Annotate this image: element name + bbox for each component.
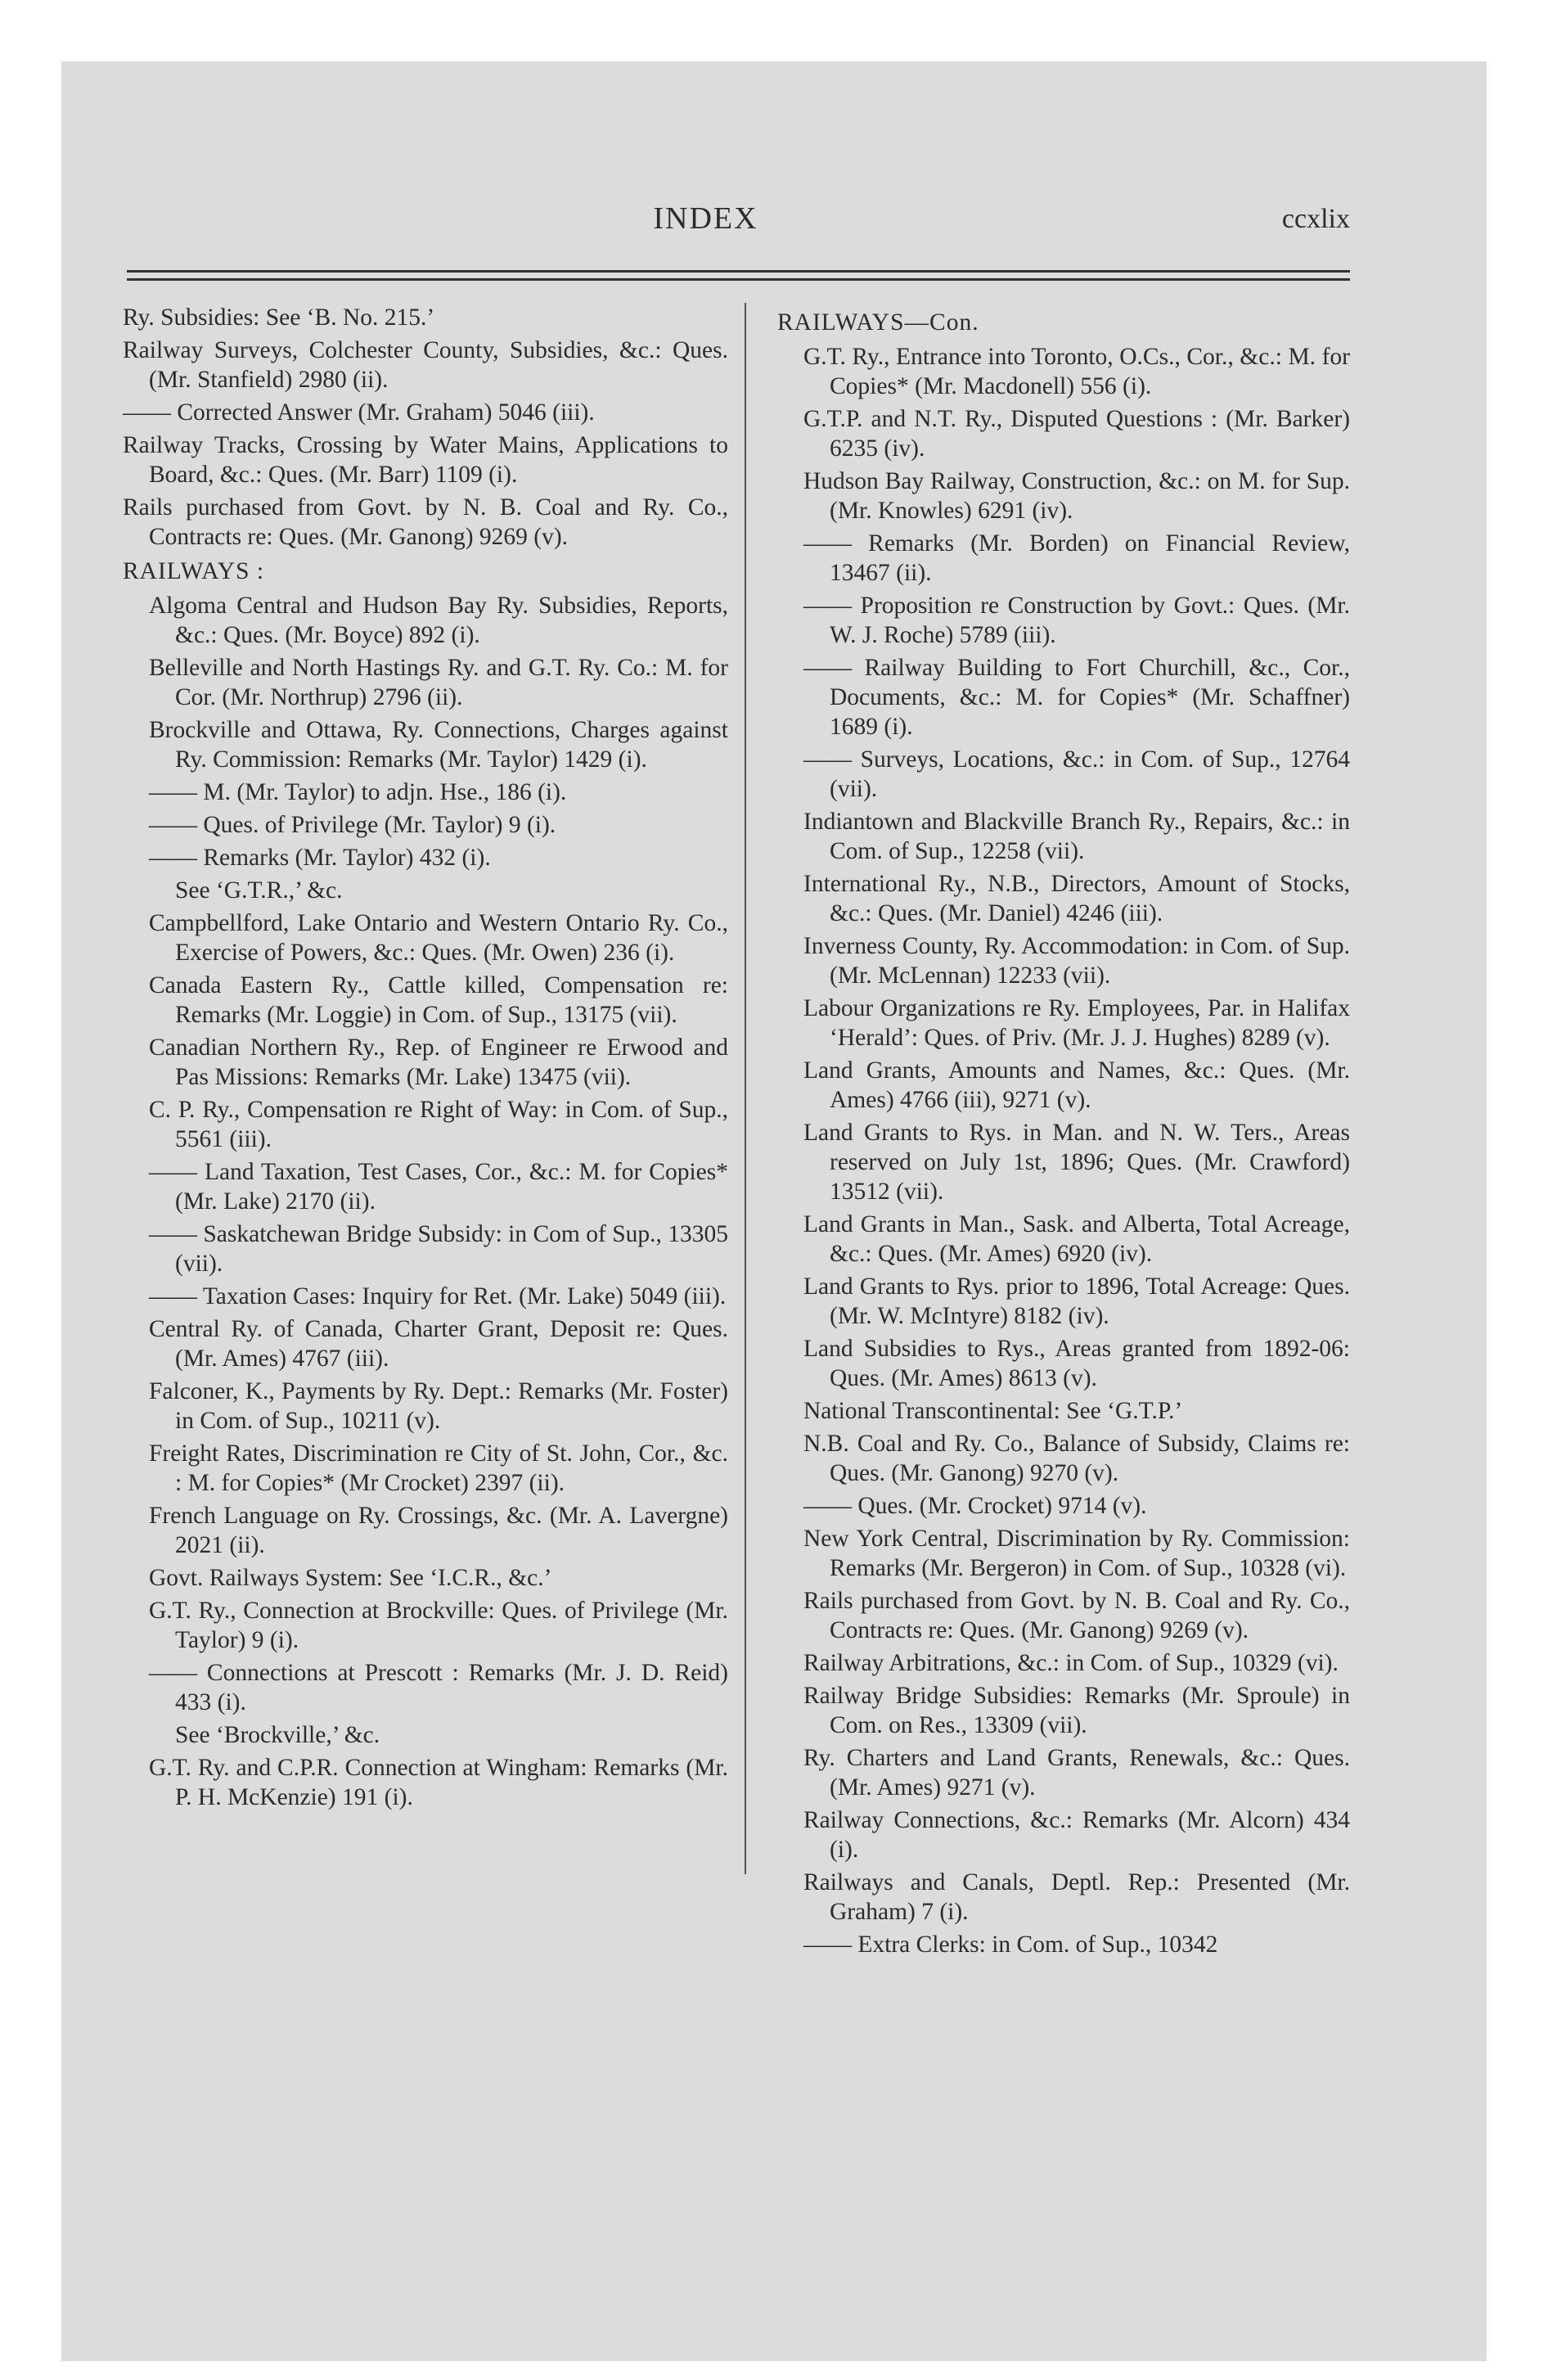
index-entry: Canada Eastern Ry., Cattle killed, Compensation re: Remarks (Mr. Loggie) in Com. of Sup., 13175 (vii). [149,972,728,1028]
index-entry: N.B. Coal and Ry. Co., Balance of Subsidy, Claims re: Ques. (Mr. Ganong) 9270 (v). [803,1431,1350,1486]
index-entry: Railway Tracks, Crossing by Water Mains, Applications to Board, &c.: Ques. (Mr. Barr) 1109 (i). [123,432,728,488]
index-entry: Railway Arbitrations, &c.: in Com. of Sup., 10329 (vi). [803,1650,1339,1676]
index-entry: —— Proposition re Construction by Govt.: Ques. (Mr. W. J. Roche) 5789 (iii). [803,593,1350,648]
index-entry: G.T. Ry. and C.P.R. Connection at Wingham: Remarks (Mr. P. H. McKenzie) 191 (i). [149,1755,728,1810]
index-entry: New York Central, Discrimination by Ry. Commission: Remarks (Mr. Bergeron) in Com. of Sup., 10328 (vi). [803,1526,1350,1581]
index-entry: Indiantown and Blackville Branch Ry., Repairs, &c.: in Com. of Sup., 12258 (vii). [803,809,1350,864]
index-entry: Rails purchased from Govt. by N. B. Coal and Ry. Co., Contracts re: Ques. (Mr. Ganong) 9269 (v). [803,1588,1350,1643]
index-heading: RAILWAYS—Con. [777,309,979,336]
index-entry: —— Remarks (Mr. Borden) on Financial Review, 13467 (ii). [803,530,1350,586]
index-entry: Land Grants, Amounts and Names, &c.: Ques. (Mr. Ames) 4766 (iii), 9271 (v). [803,1057,1350,1113]
index-entry: National Transcontinental: See ‘G.T.P.’ [803,1398,1183,1424]
index-entry: See ‘G.T.R.,’ &c. [175,877,343,904]
index-entry: —— Saskatchewan Bridge Subsidy: in Com of Sup., 13305 (vii). [149,1221,728,1277]
index-entry: —— Connections at Prescott : Remarks (Mr. J. D. Reid) 433 (i). [149,1660,728,1715]
index-entry: —— Extra Clerks: in Com. of Sup., 10342 [803,1931,1218,1958]
index-entry: Labour Organizations re Ry. Employees, Par. in Halifax ‘Herald’: Ques. of Priv. (Mr. J. J. Hughes) 8289 (v). [803,995,1350,1051]
index-entry: Freight Rates, Discrimination re City of St. John, Cor., &c. : M. for Copies* (Mr Crocket) 2397 (ii). [149,1440,728,1496]
index-entry: Land Subsidies to Rys., Areas granted from 1892-06: Ques. (Mr. Ames) 8613 (v). [803,1336,1350,1391]
index-entry: Brockville and Ottawa, Ry. Connections, Charges against Ry. Commission: Remarks (Mr. Taylor) 1429 (i). [149,717,728,773]
index-entry: Govt. Railways System: See ‘I.C.R., &c.’ [149,1565,552,1591]
index-entry: —— Remarks (Mr. Taylor) 432 (i). [149,845,491,871]
index-entry: Railway Connections, &c.: Remarks (Mr. Alcorn) 434 (i). [803,1807,1350,1863]
index-entry: Land Grants to Rys. prior to 1896, Total Acreage: Ques. (Mr. W. McIntyre) 8182 (iv). [803,1273,1350,1329]
index-entry: Central Ry. of Canada, Charter Grant, Deposit re: Ques. (Mr. Ames) 4767 (iii). [149,1316,728,1372]
index-entry: Land Grants to Rys. in Man. and N. W. Ters., Areas reserved on July 1st, 1896; Ques. (Mr. Crawford) 13512 (vii). [803,1120,1350,1205]
index-entry: Ry. Charters and Land Grants, Renewals, &c.: Ques. (Mr. Ames) 9271 (v). [803,1745,1350,1801]
index-entry: Ry. Subsidies: See ‘B. No. 215.’ [123,304,435,331]
index-entry: —— Surveys, Locations, &c.: in Com. of Sup., 12764 (vii). [803,746,1350,802]
index-entry: Railway Bridge Subsidies: Remarks (Mr. Sproule) in Com. on Res., 13309 (vii). [803,1683,1350,1738]
index-entry: —— Ques. of Privilege (Mr. Taylor) 9 (i). [149,812,556,838]
index-entry: Belleville and North Hastings Ry. and G.T. Ry. Co.: M. for Cor. (Mr. Northrup) 2796 (ii). [149,655,728,710]
index-entry: G.T. Ry., Connection at Brockville: Ques. of Privilege (Mr. Taylor) 9 (i). [149,1598,728,1653]
page-header [61,201,1350,250]
index-entry: Inverness County, Ry. Accommodation: in Com. of Sup. (Mr. McLennan) 12233 (vii). [803,933,1350,989]
index-entry: Rails purchased from Govt. by N. B. Coal and Ry. Co., Contracts re: Ques. (Mr. Ganong) 9269 (v). [123,494,728,550]
index-entry: —— Land Taxation, Test Cases, Cor., &c.: M. for Copies* (Mr. Lake) 2170 (ii). [149,1159,728,1215]
index-entry: G.T.P. and N.T. Ry., Disputed Questions : (Mr. Barker) 6235 (iv). [803,406,1350,462]
index-entry: G.T. Ry., Entrance into Toronto, O.Cs., Cor., &c.: M. for Copies* (Mr. Macdonell) 556 (i). [803,344,1350,399]
left-index-column [123,303,728,1815]
right-index-column [777,303,1350,1963]
index-entry: Land Grants in Man., Sask. and Alberta, Total Acreage, &c.: Ques. (Mr. Ames) 6920 (iv). [803,1211,1350,1267]
index-entry: —— Taxation Cases: Inquiry for Ret. (Mr. Lake) 5049 (iii). [149,1283,727,1309]
page-title: INDEX [653,201,758,236]
index-entry: Algoma Central and Hudson Bay Ry. Subsidies, Reports, &c.: Ques. (Mr. Boyce) 892 (i). [149,593,728,648]
index-entry: Falconer, K., Payments by Ry. Dept.: Remarks (Mr. Foster) in Com. of Sup., 10211 (v). [149,1378,728,1434]
index-entry: Campbellford, Lake Ontario and Western Ontario Ry. Co., Exercise of Powers, &c.: Ques. (Mr. Owen) 236 (i). [149,910,728,966]
index-entry: —— M. (Mr. Taylor) to adjn. Hse., 186 (i). [149,779,567,805]
index-entry: Railway Surveys, Colchester County, Subsidies, &c.: Ques. (Mr. Stanfield) 2980 (ii). [123,337,728,393]
index-entry: See ‘Brockville,’ &c. [175,1722,380,1748]
index-heading: RAILWAYS : [123,558,265,584]
index-entry: French Language on Ry. Crossings, &c. (Mr. A. Lavergne) 2021 (ii). [149,1503,728,1558]
index-entry: —— Ques. (Mr. Crocket) 9714 (v). [803,1493,1147,1519]
page-number: ccxlix [1281,204,1350,234]
index-entry: C. P. Ry., Compensation re Right of Way: in Com. of Sup., 5561 (iii). [149,1097,728,1152]
header-rule [127,270,1350,286]
index-entry: Railways and Canals, Deptl. Rep.: Presented (Mr. Graham) 7 (i). [803,1869,1350,1925]
index-entry: —— Railway Building to Fort Churchill, &c., Cor., Documents, &c.: M. for Copies* (Mr. Schaffner) 1689 (i). [803,655,1350,740]
index-entry: —— Corrected Answer (Mr. Graham) 5046 (iii). [123,399,595,426]
column-divider [745,303,746,1874]
index-entry: International Ry., N.B., Directors, Amount of Stocks, &c.: Ques. (Mr. Daniel) 4246 (iii). [803,871,1350,926]
index-entry: Hudson Bay Railway, Construction, &c.: on M. for Sup. (Mr. Knowles) 6291 (iv). [803,468,1350,524]
index-entry: Canadian Northern Ry., Rep. of Engineer re Erwood and Pas Missions: Remarks (Mr. Lake) 13475 (vii). [149,1034,728,1090]
